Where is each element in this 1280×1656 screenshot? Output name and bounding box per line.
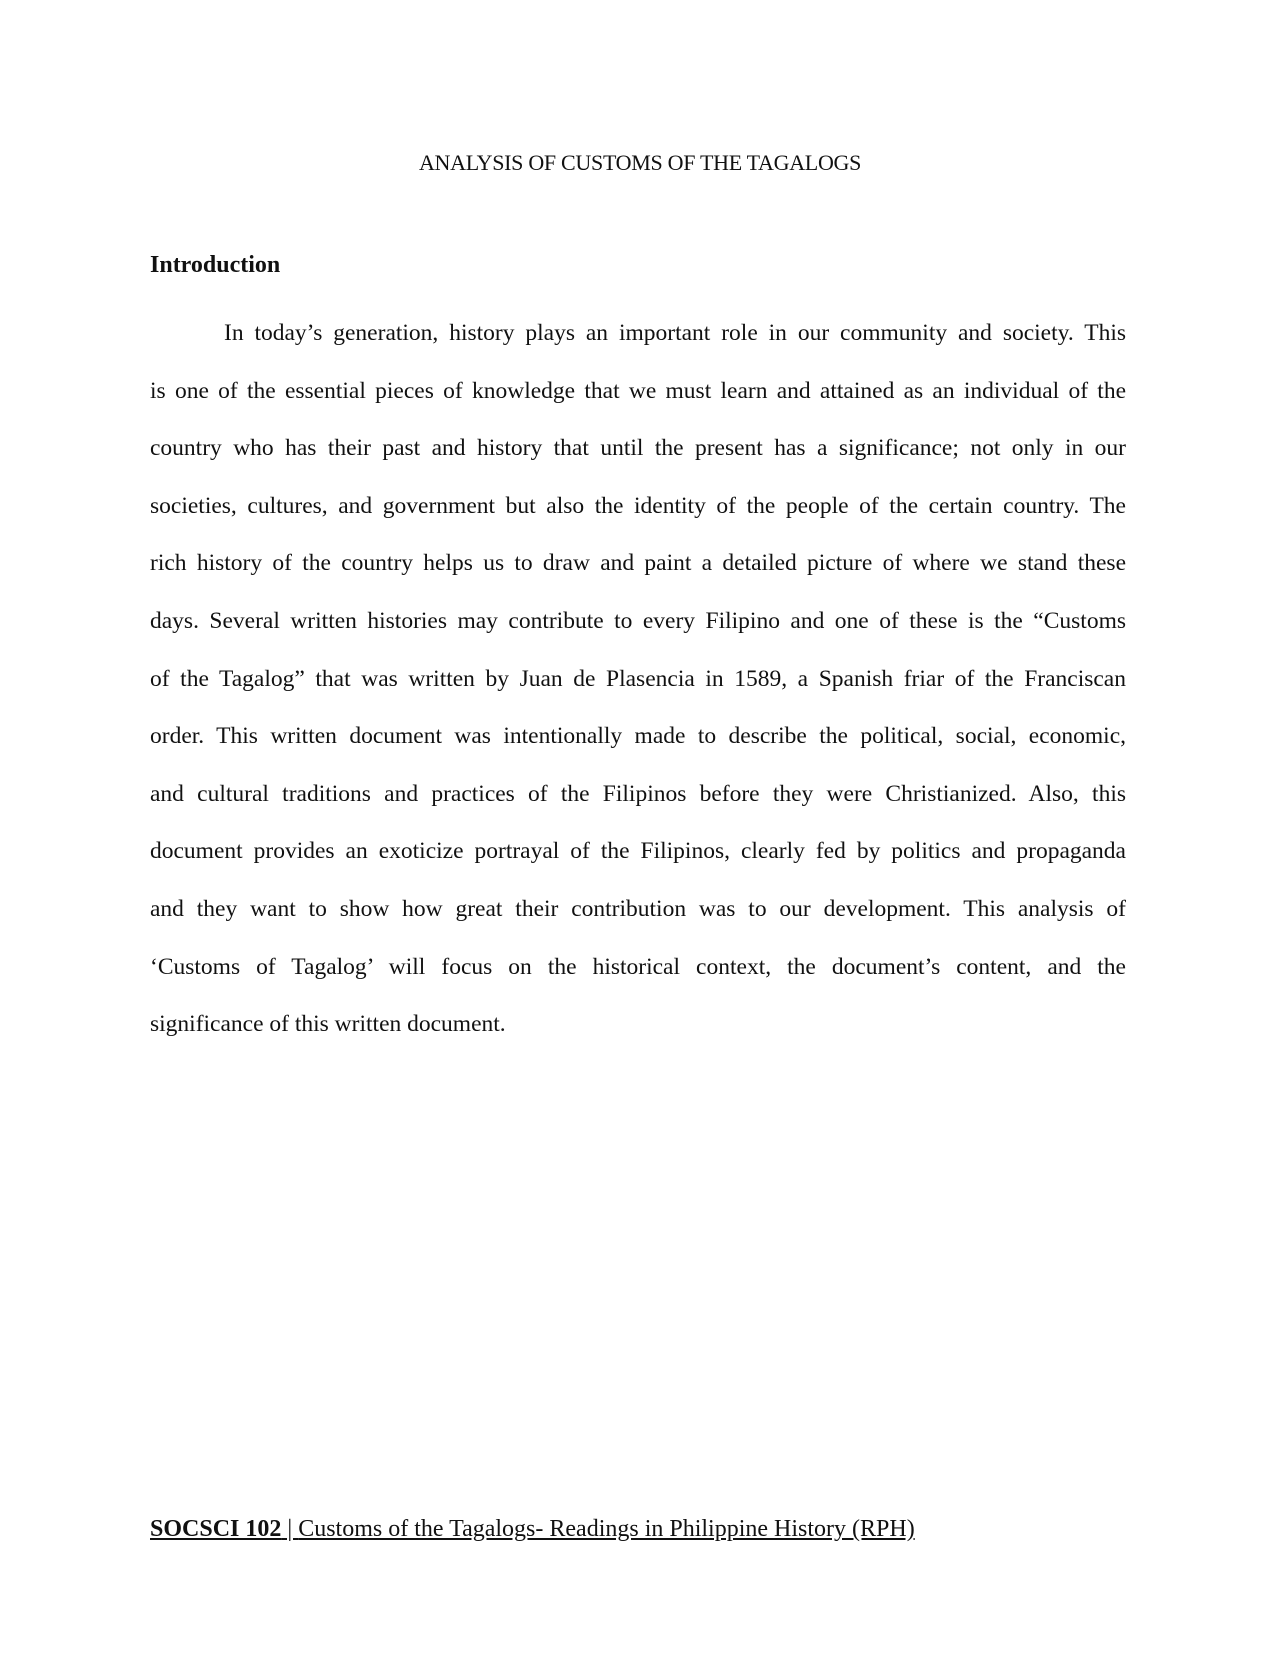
paragraph-line: document provides an exoticize portrayal of the Filipinos, clearly fed by politics and propaganda xyxy=(150,838,1126,865)
paragraph-line: days. Several written histories may contribute to every Filipino and one of these is the “Customs xyxy=(150,607,1126,634)
paragraph-line: is one of the essential pieces of knowledge that we must learn and attained as an individual of the xyxy=(150,377,1126,404)
section-heading: Introduction xyxy=(150,252,281,278)
document-title: ANALYSIS OF CUSTOMS OF THE TAGALOGS xyxy=(418,150,862,175)
paragraph-line: order. This written document was intentionally made to describe the political, social, economic, xyxy=(150,723,1126,750)
paragraph-line: country who has their past and history that until the present has a significance; not only in our xyxy=(150,435,1126,462)
paragraph-line: and they want to show how great their contribution was to our development. This analysis of xyxy=(150,895,1126,922)
footer-course-code: SOCSCI 102 xyxy=(150,1516,282,1542)
paragraph-line: societies, cultures, and government but also the identity of the people of the certain country. The xyxy=(150,492,1126,519)
paragraph-line: rich history of the country helps us to draw and paint a detailed picture of where we stand these xyxy=(150,550,1126,577)
paragraph-line: significance of this written document. xyxy=(150,1011,506,1038)
page-footer xyxy=(150,1516,915,1543)
footer-course-title: Customs of the Tagalogs- Readings in Philippine History (RPH) xyxy=(298,1516,915,1542)
paragraph-line: of the Tagalog” that was written by Juan de Plasencia in 1589, a Spanish friar of the Franciscan xyxy=(150,665,1126,692)
paragraph-line: In today’s generation, history plays an important role in our community and society. This xyxy=(224,320,1126,346)
footer-separator: | xyxy=(281,1516,299,1542)
paragraph-line: ‘Customs of Tagalog’ will focus on the historical context, the document’s content, and the xyxy=(150,953,1126,980)
introduction-paragraph xyxy=(150,318,1126,1067)
paragraph-line: and cultural traditions and practices of the Filipinos before they were Christianized. Also, this xyxy=(150,780,1126,807)
